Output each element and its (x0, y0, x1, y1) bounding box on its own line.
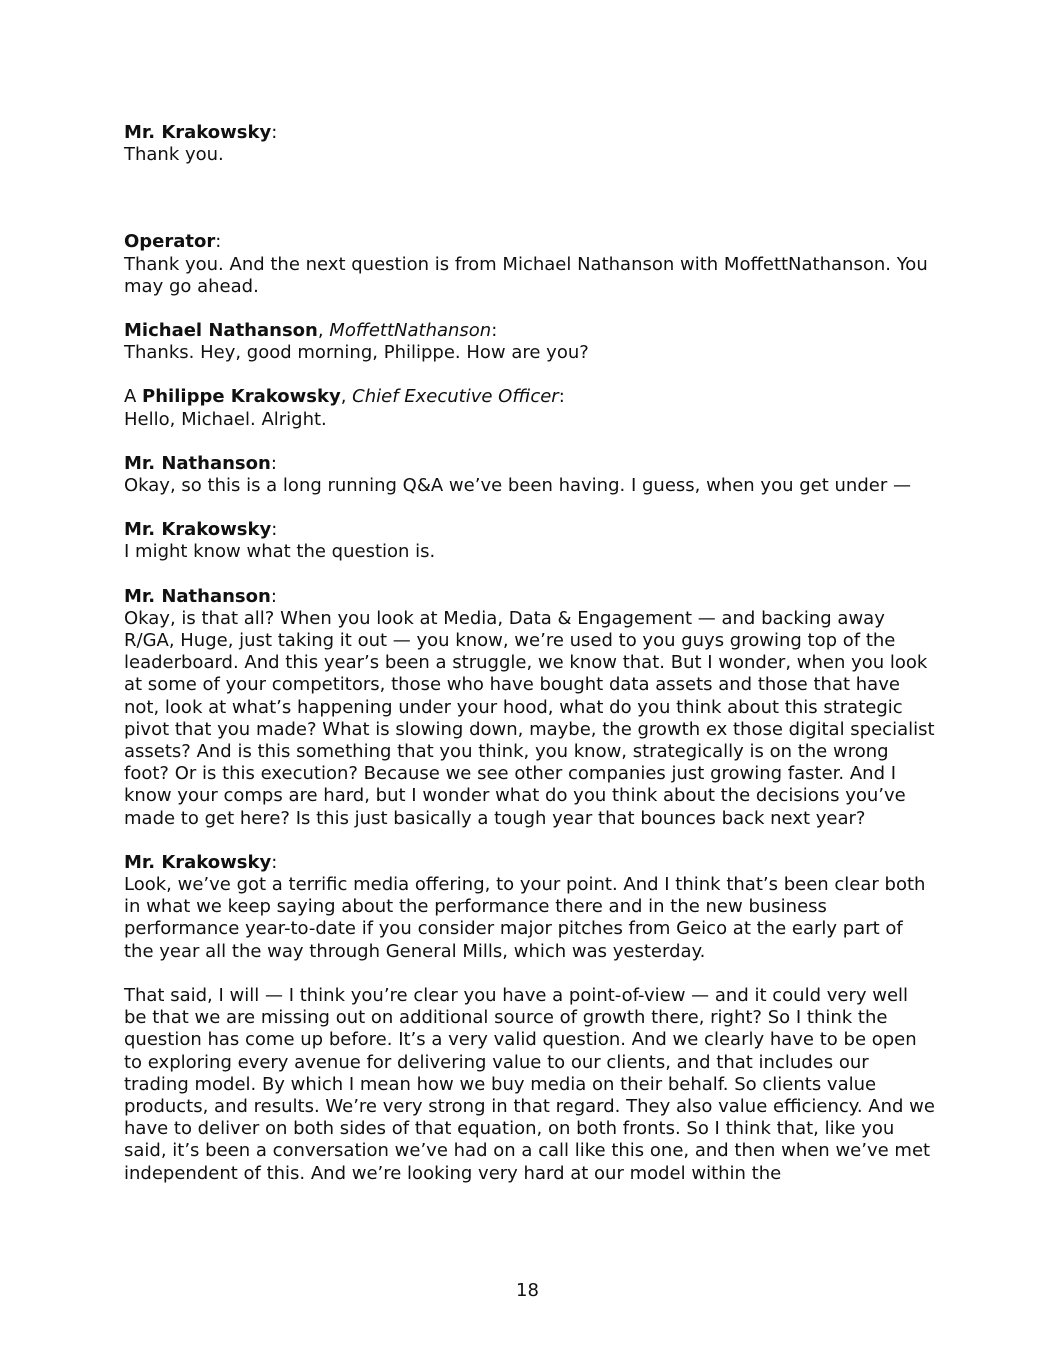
transcript-page (124, 122, 936, 1207)
speaker-name: Mr. Krakowsky (124, 519, 272, 541)
transcript-block (124, 122, 936, 166)
speaker-name: Operator (124, 231, 216, 253)
transcript-continuation (124, 985, 936, 1185)
speech-text: Look, we’ve got a terrific media offering, to your point. And I think that’s been clear both in what we keep saying about the performance there and in the new business performance year-to-date if you consider major pitches from Geico at the early part of the year all the way through General Mills, which was yesterday. (124, 874, 926, 962)
speaker-line: Operator: (124, 231, 222, 253)
transcript-block (124, 586, 936, 830)
transcript-block (124, 852, 936, 963)
speech-text: Okay, so this is a long running Q&A we’ve been having. I guess, when you get under — (124, 475, 911, 497)
speech-text: Thanks. Hey, good morning, Philippe. How are you? (124, 342, 589, 364)
transcript-block (124, 320, 936, 364)
speaker-line: Mr. Krakowsky: (124, 519, 278, 541)
speaker-affiliation: MoffettNathanson (329, 320, 492, 342)
speaker-line: Michael Nathanson, MoffettNathanson: (124, 320, 498, 342)
speaker-prefix: A (124, 386, 143, 408)
transcript-block (124, 386, 936, 430)
transcript-block (124, 519, 936, 563)
speaker-line: A Philippe Krakowsky, Chief Executive Officer: (124, 386, 565, 408)
speaker-line: Mr. Krakowsky: (124, 122, 278, 143)
speaker-name: Mr. Nathanson (124, 452, 271, 474)
speech-text: Hello, Michael. Alright. (124, 408, 327, 430)
speech-text: I might know what the question is. (124, 541, 436, 563)
speaker-name: Mr. Krakowsky (124, 122, 272, 143)
speaker-line: Mr. Nathanson: (124, 452, 277, 474)
speaker-name: Mr. Krakowsky (124, 851, 272, 873)
speaker-line: Mr. Krakowsky: (124, 851, 278, 873)
speaker-name: Michael Nathanson (124, 320, 318, 342)
speech-text: Okay, is that all? When you look at Media, Data & Engagement — and backing away R/GA, Huge, just taking it out — you know, we’re used to you guys growing top of the leaderboard. And this year’s been a struggle, we know that. But I wonder, when you look at some of your competitors, those who have bought data assets and those that have not, look at what’s happening under your hood, what do you think about this strategic pivot that you made? What is slowing down, maybe, the growth ex those digital specialist assets? And is this something that you think, you know, strategically is on the wrong foot? Or is this execution? Because we see other companies just growing faster. And I know your comps are hard, but I wonder what do you think about the decisions you’ve made to get here? Is this just basically a tough year that bounces back next year? (124, 607, 935, 829)
speech-text: Thank you. And the next question is from Michael Nathanson with MoffettNathanson. You may go ahead. (124, 253, 928, 297)
page-number: 18 (516, 1280, 539, 1301)
speaker-line: Mr. Nathanson: (124, 585, 277, 607)
speaker-title: Chief Executive Officer (352, 386, 559, 408)
transcript-block (124, 231, 936, 298)
transcript-block (124, 453, 936, 497)
speech-text: That said, I will — I think you’re clear you have a point-of-view — and it could very well be that we are missing out on additional source of growth there, right? So I think the question has come up before. It’s a very valid question. And we clearly have to be open to exploring every avenue for delivering value to our clients, and that includes our trading model. By which I mean how we buy media on their behalf. So clients value products, and results. We’re very strong in that regard. They also value efficiency. And we have to deliver on both sides of that equation, on both fronts. So I think that, like you said, it’s been a conversation we’ve had on a call like this one, and then when we’ve met independent of this. And we’re looking very hard at our model within the (124, 984, 935, 1184)
speaker-name: Philippe Krakowsky (142, 386, 341, 408)
speech-text: Thank you. (124, 144, 224, 166)
speaker-name: Mr. Nathanson (124, 585, 271, 607)
